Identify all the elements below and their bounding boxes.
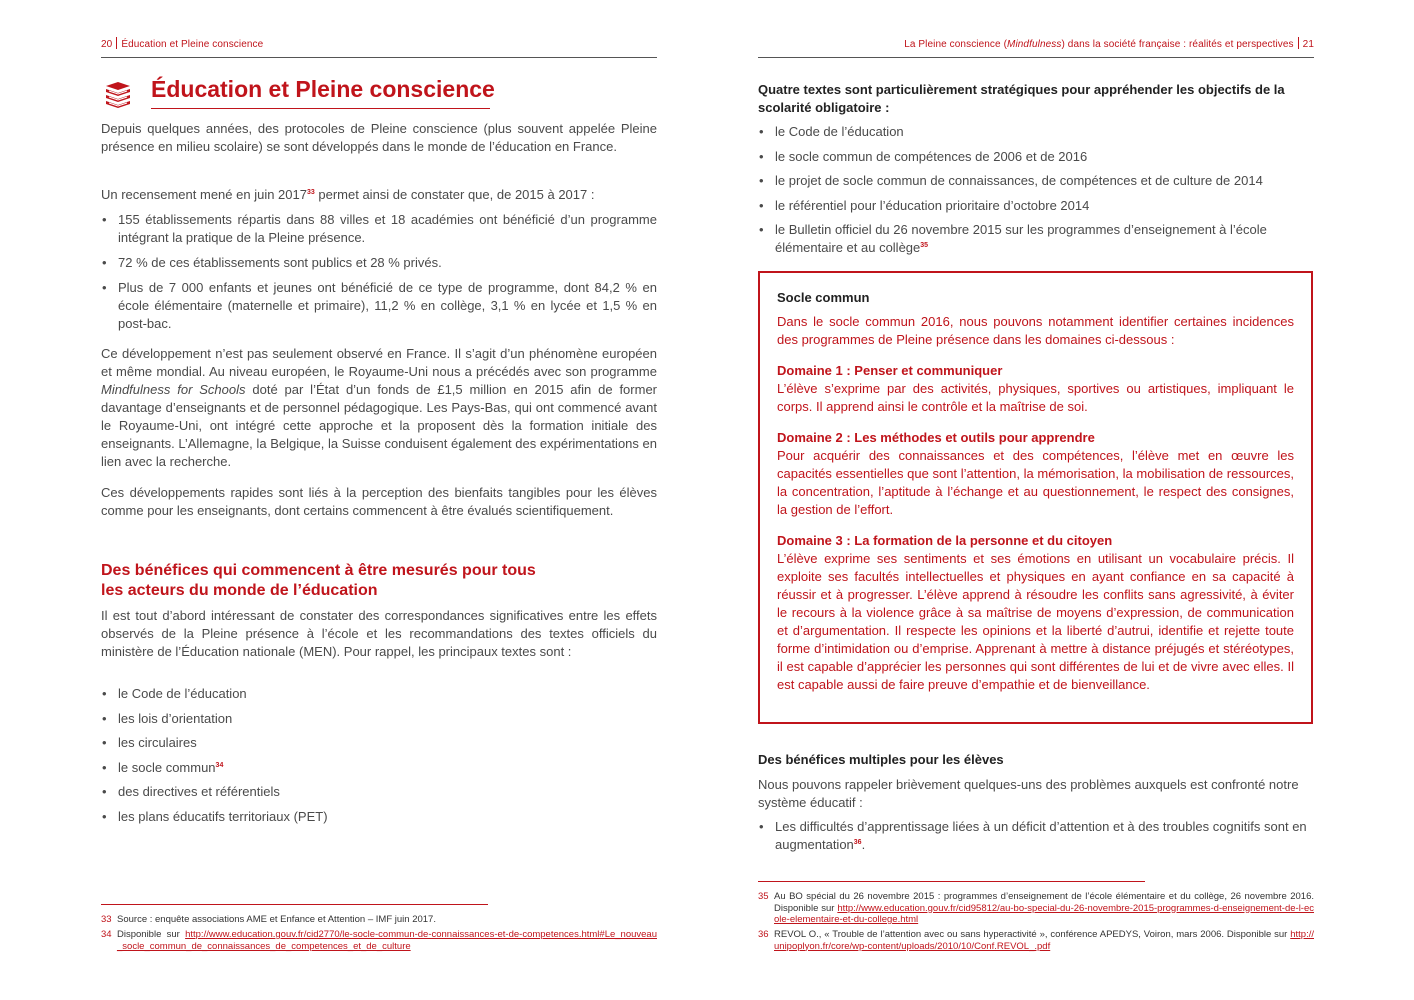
- official-texts-list: [101, 685, 657, 826]
- header-rule: [758, 57, 1314, 58]
- running-header-left: [101, 37, 263, 50]
- rapid-development-paragraph: Ces développements rapides sont liés à la perception des bienfaits tangibles pour les élèves comme pour les enseignants, dont certains commencent à être évalués scientifiquement.: [101, 485, 657, 518]
- benefits-list: [758, 818, 1314, 854]
- footnote-text: Disponible sur: [117, 929, 186, 940]
- census-paragraph: [101, 186, 657, 204]
- list-item: • le socle commun de compétences de 2006 et de 2016: [758, 148, 1314, 166]
- running-header-right: [904, 37, 1314, 50]
- header-separator: [116, 37, 117, 49]
- development-paragraph: [101, 345, 657, 471]
- footnote-34: [101, 929, 657, 952]
- footnote-text: Source : enquête associations AME et Enfance et Attention – IMF juin 2017.: [117, 914, 436, 925]
- list-item: [758, 221, 1314, 257]
- dev-text-b: doté par l’État d’un fonds de £1,5 million en 2015 afin de former davantage d’enseignants et de personnel pédagogique. Les Pays-Bas, qui ont commencé avant le Royaume-Uni, ont intégré cette approche et la proposent dès la formation initiale des enseignants. L’Allemagne, la Belgique, la Suisse conduisent également des expérimentations en lien avec la recherche.: [101, 382, 657, 469]
- header-title-pre: La Pleine conscience (: [904, 39, 1008, 50]
- correspondence-paragraph: Il est tout d’abord intéressant de constater des correspondances significatives entre les effets observés de la Pleine présence à l’école et les recommandations des textes officiels du ministère de l’Éducation nationale (MEN). Pour rappel, les principaux textes sont :: [101, 608, 657, 659]
- list-item: • le projet de socle commun de connaissances, de compétences et de culture de 2014: [758, 172, 1314, 190]
- subheading-line-1: Des bénéfices qui commencent à être mesurés pour tous: [101, 562, 536, 579]
- header-title-italic: Mindfulness: [1007, 39, 1062, 50]
- domain-3-title: Domaine 3 : La formation de la personne et du citoyen: [777, 533, 1113, 548]
- footnote-ref-33[interactable]: 33: [306, 189, 315, 196]
- domain-2-text: Pour acquérir des connaissances et des compétences, l’élève met en œuvre les capacités essentielles que sont l’attention, la mémorisation, la mobilisation de ressources, la concentration, l’aptitude à l’échange et au questionnement, le respect des consignes, la gestion de l’effort.: [777, 448, 1294, 517]
- footnote-number: 36: [758, 929, 769, 940]
- list-item-text: Les difficultés d’apprentissage liées à un déficit d’attention et à des troubles cognitifs sont en augmentation: [775, 819, 1307, 852]
- list-item: [101, 759, 657, 777]
- title-block: [101, 76, 657, 112]
- footnote-text: REVOL O., « Trouble de l’attention avec ou sans hyperactivité », conférence APEDYS, Voiron, mars 2006. Disponible sur: [774, 929, 1291, 940]
- list-item: • 155 établissements répartis dans 88 villes et 18 académies ont bénéficié d’un programme intégrant la pratique de la Pleine présence.: [101, 211, 657, 247]
- footnote-link[interactable]: http://www.education.gouv.fr/cid2770/le-socle-commun-de-connaissances-et-de-competences.html#Le_nouveau_socle_commun_de_connaissances_de_competences_et_de_culture: [117, 929, 657, 952]
- section-subheading: [101, 561, 657, 601]
- footnote-text: Au BO spécial du 26 novembre 2015 : programmes d’enseignement de l’école élémentaire et du collège, 26 novembre 2016. Disponible sur: [774, 891, 1314, 914]
- list-item: • le Code de l’éducation: [758, 123, 1314, 141]
- footnote-link[interactable]: http://unipoplyon.fr/core/wp-content/uploads/2010/10/Conf.REVOL_.pdf: [774, 929, 1314, 952]
- footnote-number: 33: [101, 914, 112, 925]
- census-text-end: permet ainsi de constater que, de 2015 à 2017 :: [314, 187, 595, 202]
- domain-3-text: L’élève exprime ses sentiments et ses émotions en utilisant un vocabulaire précis. Il exploite ses facultés intellectuelles et physiques en ayant confiance en sa capacité à réussir et à progresser. L’élève apprend à résoudre les conflits sans agressivité, à éviter le recours à la violence grâce à sa maîtrise de moyens d’expression, de communication et d’argumentation. Il respecte les opinions et la liberté d’autrui, identifie et rejette toute forme d’intimidation ou d’emprise. Apprenant à mettre à distance préjugés et stéréotypes, il est capable d’apprécier les personnes qui sont différentes de lui et de vivre avec elles. Il est capable aussi de faire preuve d’empathie et de bienveillance.: [777, 551, 1294, 692]
- list-item-text: le socle commun: [118, 759, 216, 775]
- subheading-line-2: les acteurs du monde de l’éducation: [101, 582, 378, 599]
- stats-list: [101, 211, 657, 333]
- footnote-36: [758, 929, 1314, 952]
- footnote-ref-35[interactable]: 35: [920, 242, 929, 250]
- four-texts-heading: Quatre textes sont particulièrement stratégiques pour appréhender les objectifs de la scolarité obligatoire :: [758, 82, 1285, 115]
- header-separator: [1298, 37, 1299, 49]
- list-item: • le Code de l’éducation: [101, 685, 657, 703]
- list-item: • les plans éducatifs territoriaux (PET): [101, 808, 657, 826]
- list-item: • Plus de 7 000 enfants et jeunes ont bénéficié de ce type de programme, dont 84,2 % en école élémentaire (maternelle et primaire), 11,2 % en collège, 3,1 % en lycée et 1,5 % en post-bac.: [101, 279, 657, 333]
- domain-1-title: Domaine 1 : Penser et communiquer: [777, 363, 1003, 378]
- dev-text-a: Ce développement n’est pas seulement observé en France. Il s’agit d’un phénomène européen et même mondial. Au niveau européen, le Royaume-Uni nous a précédés avec son programme: [101, 346, 657, 379]
- list-item: • le référentiel pour l’éducation prioritaire d’octobre 2014: [758, 197, 1314, 215]
- footnote-number: 34: [101, 929, 112, 940]
- page-number: 21: [1302, 39, 1314, 50]
- list-item: • Les difficultés d’apprentissage liées à un déficit d’attention et à des troubles cognitifs sont en augmentation$^{36}$.: [758, 818, 1314, 854]
- box-heading: Socle commun: [777, 290, 870, 305]
- list-item: • 72 % de ces établissements sont publics et 28 % privés.: [101, 254, 657, 272]
- books-icon: [103, 80, 133, 110]
- socle-commun-box: [758, 271, 1313, 724]
- footnote-33: [101, 914, 657, 926]
- intro-paragraph: Depuis quelques années, des protocoles de Pleine conscience (plus souvent appelée Pleine présence en milieu scolaire) se sont développés dans le monde de l’éducation en France.: [101, 121, 657, 154]
- header-rule: [101, 57, 657, 58]
- right-page: [707, 0, 1414, 1000]
- footnote-number: 35: [758, 891, 769, 902]
- title-underline: [151, 108, 490, 109]
- list-item: • les circulaires: [101, 734, 657, 752]
- footnote-ref-36[interactable]: 36: [853, 839, 862, 846]
- list-item-text: le Bulletin officiel du 26 novembre 2015 sur les programmes d’enseignement à l’école élémentaire et au collège: [775, 222, 1267, 256]
- list-item: • des directives et référentiels: [101, 783, 657, 801]
- footnote-35: [758, 891, 1314, 926]
- header-section: Éducation et Pleine conscience: [121, 39, 264, 50]
- domain-2-title: Domaine 2 : Les méthodes et outils pour apprendre: [777, 430, 1095, 445]
- list-item: • les lois d’orientation: [101, 710, 657, 728]
- box-intro: Dans le socle commun 2016, nous pouvons notamment identifier certaines incidences des programmes de Pleine présence dans les domaines ci-dessous :: [777, 314, 1294, 347]
- benefits-intro: Nous pouvons rappeler brièvement quelques-uns des problèmes auxquels est confronté notre système éducatif :: [758, 777, 1299, 810]
- footnote-ref-34[interactable]: 34: [215, 761, 224, 769]
- footnote-rule: [758, 881, 1145, 882]
- page-title: Éducation et Pleine conscience: [151, 76, 495, 102]
- benefits-heading: Des bénéfices multiples pour les élèves: [758, 752, 1004, 767]
- page-number: 20: [101, 39, 113, 50]
- dev-program-name: Mindfulness for Schools: [101, 382, 246, 397]
- header-title-post: ) dans la société française : réalités et perspectives: [1061, 39, 1294, 50]
- footnote-rule: [101, 904, 488, 905]
- footnote-link[interactable]: http://www.education.gouv.fr/cid95812/au-bo-special-du-26-novembre-2015-programmes-d-enseignement-de-l-ecole-elementaire-et-du-college.html: [774, 902, 1314, 925]
- census-text: Un recensement mené en juin 2017: [101, 187, 307, 202]
- strategic-texts-list: [758, 123, 1314, 257]
- domain-1-text: L’élève s’exprime par des activités, physiques, sportives ou artistiques, impliquant le corps. Il apprend ainsi le contrôle et la maîtrise de soi.: [777, 381, 1294, 414]
